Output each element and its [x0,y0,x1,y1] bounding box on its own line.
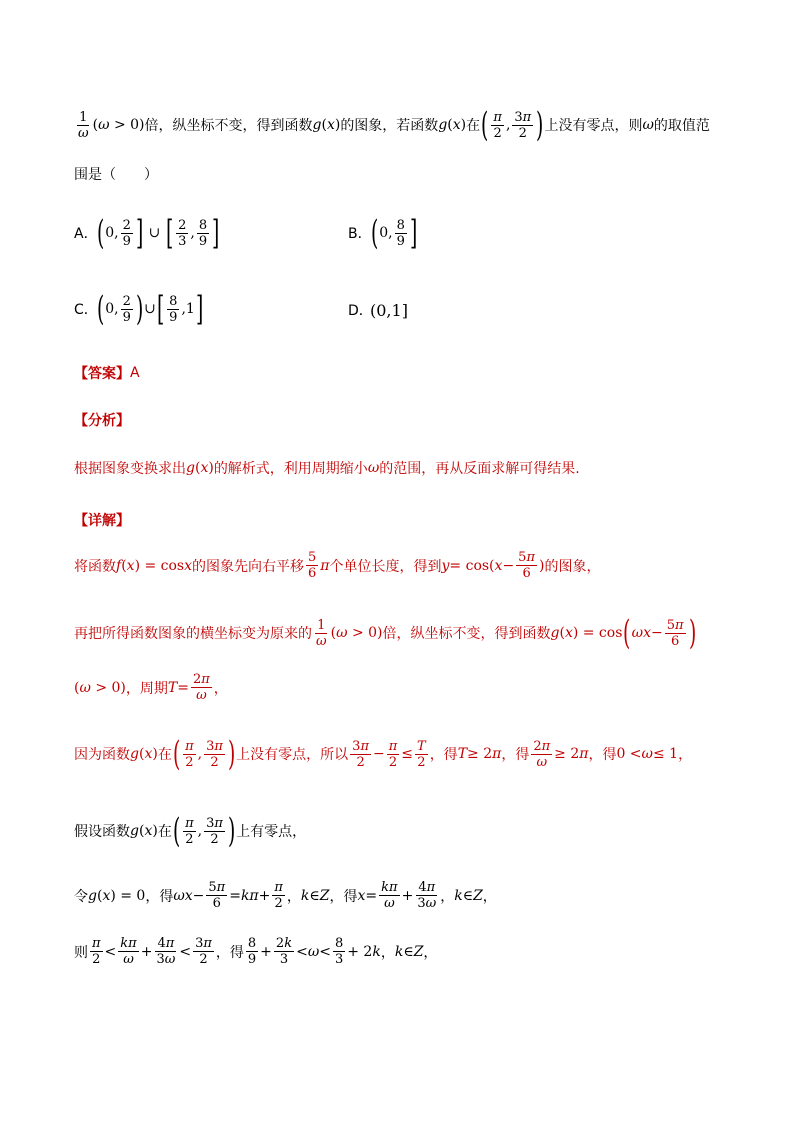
analysis-heading: 【分析】 [74,413,130,429]
fraction-one-over-omega: $\frac{1}{\omega}$ [78,109,89,141]
detail-heading: 【详解】 [74,513,130,529]
detail-line-3: (ω > 0) ，周期 T = $\frac{2\pi}{\omega}$ ， [74,672,228,703]
problem-line-1: $\frac{1}{\omega}$ (ω > 0) 倍，纵坐标不变，得到函数 g ( x ) 的图象，若函数 g ( x ) 在 ( $\frac{\pi}{2}$ , $\frac{3\pi}{2}$ ) 上没有零点，则 ω 的取值范 [78,105,710,145]
detail-line-1: 将函数 f ( x ) = cos x 的图象先向右平移 $\frac{5}{6}$ π 个单位长度，得到 y = cos( x − $\frac{5\pi}{6}$ ) 的图象， [74,550,601,581]
detail-line-4: 因为函数 g ( x ) 在 ( $\frac{\pi}{2}$ , $\frac{3\pi}{2}$ ) 上没有零点，所以 $\frac{3\pi}{2}$ − $\frac{\pi}{2}$ ≤ $\frac{T}{2}$ ，得 T ≥ 2 π ，得 $\frac{2\pi}{\omega}$ ≥ 2 π ，得 0 < ω ≤ 1 ， [74,734,693,774]
detail-line-7: 则 $\frac{\pi}{2}$ < $\frac{k\pi}{\omega}$ + $\frac{4\pi}{3\omega}$ < $\frac{3\pi}{2}$ ，得 $\frac{8}{9}$ + $\frac{2k}{3}$ < ω < $\frac{8}{3}$ + 2 k ， k ∈ Z ， [74,936,438,967]
answer-line: 【答案】 A [74,365,140,382]
detail-line-2: 再把所得函数图象的横坐标变为原来的 $\frac{1}{\omega}$ (ω > 0) 倍，纵坐标不变，得到函数 g ( x ) = cos ( ωx − $\frac{5\pi}{6}$ ) [74,613,696,653]
option-a: A． ( 0, $\frac{2}{9}$ ] ∪ [ $\frac{2}{3}$ , $\frac{8}{9}$ ] [74,213,220,253]
detail-line-6: 令 g ( x ) = 0 ，得 ωx − $\frac{5\pi}{6}$ = kπ + $\frac{\pi}{2}$ ， k ∈ Z ，得 x = $\frac{k\pi}{\omega}$ + $\frac{4\pi}{3\omega}$ ， k ∈ Z ， [74,880,497,911]
option-b: B． ( 0, $\frac{8}{9}$ ] [348,213,418,253]
option-d: D． (0,1] [348,300,408,320]
detail-line-5: 假设函数 g ( x ) 在 ( $\frac{\pi}{2}$ , $\frac{3\pi}{2}$ ) 上有零点， [74,811,307,851]
analysis-text: 根据图象变换求出 g ( x ) 的解析式，利用周期缩小 ω 的范围，再从反面求解可得结果. [74,460,580,477]
problem-line-2: 围是（ ） [74,167,158,183]
option-c: C． ( 0, $\frac{2}{9}$ ) ∪ [ $\frac{8}{9}$ ,1 ] [74,289,204,329]
